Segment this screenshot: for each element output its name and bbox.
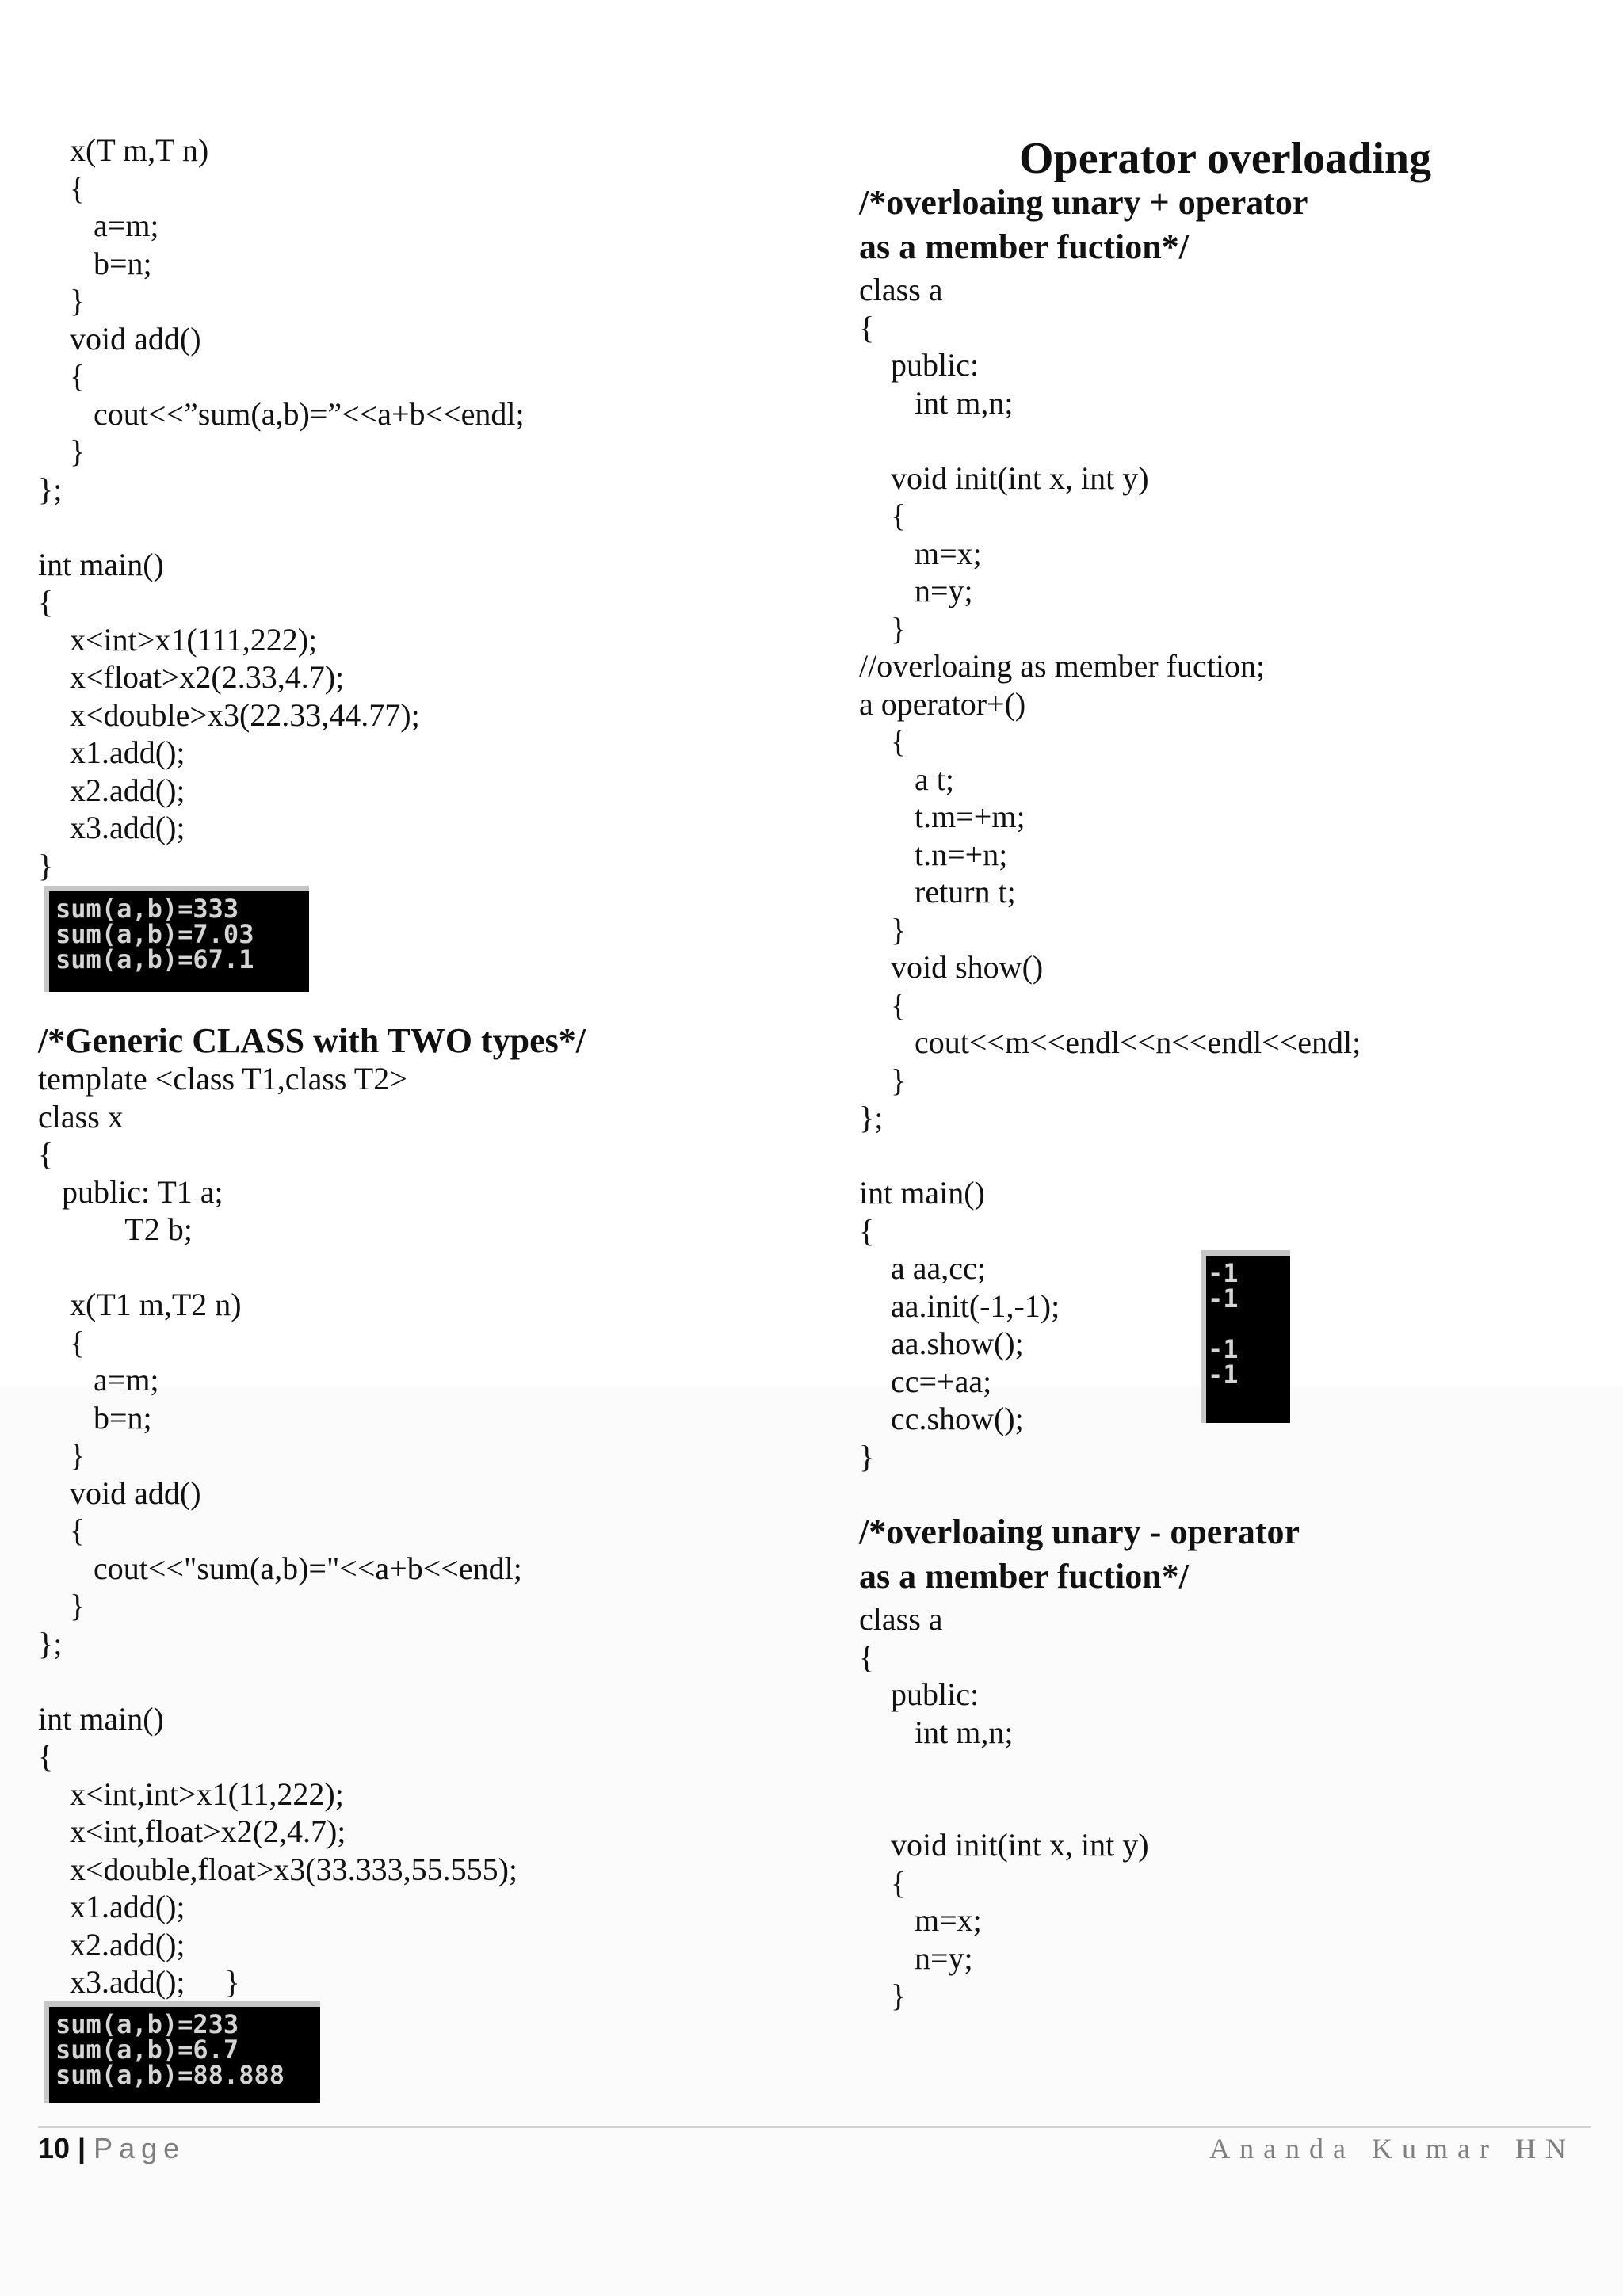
code-line: x3.add(); } bbox=[38, 1964, 240, 2000]
code-line: b=n; bbox=[38, 245, 152, 281]
code-line: }; bbox=[859, 1100, 884, 1135]
page-separator: | bbox=[70, 2132, 94, 2164]
code-line: } bbox=[38, 847, 54, 883]
code-line: { bbox=[859, 1212, 875, 1249]
code-line: cc=+aa; bbox=[859, 1363, 992, 1399]
code-line: b=n; bbox=[38, 1399, 152, 1436]
code-line: { bbox=[859, 1638, 875, 1675]
section-heading-line: /*overloaing unary - operator bbox=[859, 1512, 1300, 1551]
code-line: a=m; bbox=[38, 208, 159, 243]
code-line: { bbox=[38, 584, 54, 620]
page-number: 10 bbox=[38, 2132, 71, 2164]
code-line: x(T m,T n) bbox=[38, 132, 209, 168]
code-line: { bbox=[38, 1512, 86, 1548]
code-line: cout<<”sum(a,b)=”<<a+b<<endl; bbox=[38, 395, 525, 432]
console-line: sum(a,b)=6.7 bbox=[55, 2035, 239, 2065]
code-line: cout<<m<<endl<<n<<endl<<endl; bbox=[859, 1024, 1361, 1060]
code-line: class a bbox=[859, 272, 943, 307]
code-line: x<float>x2(2.33,4.7); bbox=[38, 659, 345, 695]
code-line: }; bbox=[38, 471, 63, 507]
page-label: Page bbox=[94, 2132, 186, 2164]
code-line: n=y; bbox=[859, 573, 973, 608]
code-line: return t; bbox=[859, 874, 1016, 910]
page-title: Operator overloading bbox=[1019, 134, 1432, 183]
code-line: int main() bbox=[38, 1700, 164, 1737]
code-line: } bbox=[859, 1062, 907, 1098]
console-line: sum(a,b)=88.888 bbox=[55, 2060, 285, 2090]
section-heading-line: as a member fuction*/ bbox=[859, 1557, 1189, 1596]
code-line: { bbox=[38, 358, 86, 394]
code-line: int main() bbox=[38, 546, 164, 582]
code-line: { bbox=[38, 1136, 54, 1172]
console-line bbox=[1208, 1311, 1290, 1337]
code-line: x3.add(); bbox=[38, 810, 185, 845]
code-line: { bbox=[859, 309, 875, 345]
console-output-3 bbox=[1201, 1250, 1290, 1423]
code-line: x<int>x1(111,222); bbox=[38, 621, 318, 658]
code-line: x<double,float>x3(33.333,55.555); bbox=[38, 1851, 518, 1887]
code-line: void init(int x, int y) bbox=[859, 1827, 1149, 1863]
code-line: template <class T1,class T2> bbox=[38, 1061, 407, 1097]
code-line: { bbox=[859, 1864, 907, 1901]
code-line: int main() bbox=[859, 1175, 985, 1211]
code-line: T2 b; bbox=[38, 1211, 193, 1247]
code-line: //overloaing as member fuction; bbox=[859, 648, 1266, 684]
code-line: class x bbox=[38, 1098, 124, 1135]
console-line: -1 bbox=[1208, 1283, 1239, 1314]
code-line: { bbox=[859, 498, 907, 533]
code-line: x2.add(); bbox=[38, 1926, 185, 1962]
console-line: -1 bbox=[1208, 1360, 1239, 1390]
footer-divider bbox=[38, 2126, 1591, 2128]
code-line: } bbox=[859, 610, 907, 646]
code-line: aa.show(); bbox=[859, 1325, 1024, 1361]
footer-author: Ananda Kumar HN bbox=[1209, 2133, 1575, 2164]
code-line: m=x; bbox=[859, 1902, 982, 1938]
code-line: }; bbox=[38, 1625, 63, 1661]
code-line: void add() bbox=[38, 320, 201, 357]
code-line: t.m=+m; bbox=[859, 799, 1025, 834]
code-line: int m,n; bbox=[859, 1714, 1014, 1750]
code-line: } bbox=[859, 1978, 907, 2013]
code-line: public: bbox=[859, 1676, 980, 1712]
code-line: { bbox=[859, 723, 907, 759]
footer-page-info bbox=[38, 2130, 185, 2168]
console-output-1 bbox=[44, 886, 309, 992]
console-line: sum(a,b)=7.03 bbox=[55, 919, 254, 949]
code-line: class a bbox=[859, 1601, 943, 1637]
code-line: { bbox=[859, 986, 907, 1023]
code-line: { bbox=[38, 1738, 54, 1774]
code-line: } bbox=[38, 433, 86, 469]
console-line: sum(a,b)=67.1 bbox=[55, 944, 254, 974]
code-line: public: bbox=[859, 347, 980, 383]
code-line: x<int,int>x1(11,222); bbox=[38, 1775, 344, 1812]
code-line: void show() bbox=[859, 949, 1044, 985]
code-line: aa.init(-1,-1); bbox=[859, 1287, 1060, 1324]
code-line: a=m; bbox=[38, 1362, 159, 1398]
code-line: int m,n; bbox=[859, 384, 1014, 421]
code-line: a aa,cc; bbox=[859, 1250, 986, 1286]
code-line: } bbox=[38, 1437, 86, 1473]
code-line: x1.add(); bbox=[38, 1889, 185, 1924]
section-heading-line: as a member fuction*/ bbox=[859, 227, 1189, 266]
code-line: void add() bbox=[38, 1474, 201, 1511]
console-line: -1 bbox=[1208, 1334, 1239, 1364]
code-line: a operator+() bbox=[859, 685, 1026, 722]
code-line: } bbox=[859, 1438, 875, 1474]
code-line: a t; bbox=[859, 761, 954, 797]
console-line: sum(a,b)=233 bbox=[55, 2009, 239, 2039]
section-heading-line: /*overloaing unary + operator bbox=[859, 183, 1308, 222]
code-line: public: T1 a; bbox=[38, 1173, 223, 1210]
code-line: cout<<"sum(a,b)="<<a+b<<endl; bbox=[38, 1550, 522, 1586]
code-line: cc.show(); bbox=[859, 1401, 1024, 1436]
console-line: -1 bbox=[1208, 1258, 1239, 1288]
code-line: } bbox=[859, 911, 907, 948]
section-heading-generic-class: /*Generic CLASS with TWO types*/ bbox=[38, 1021, 586, 1060]
console-output-2 bbox=[44, 2001, 320, 2103]
code-line: n=y; bbox=[859, 1939, 973, 1976]
code-line: t.n=+n; bbox=[859, 836, 1008, 872]
code-line: x(T1 m,T2 n) bbox=[38, 1287, 242, 1322]
code-line: } bbox=[38, 1588, 86, 1623]
code-line: { bbox=[38, 1324, 86, 1360]
code-line: x1.add(); bbox=[38, 734, 185, 770]
code-line: x<int,float>x2(2,4.7); bbox=[38, 1814, 346, 1849]
code-line: x<double>x3(22.33,44.77); bbox=[38, 696, 420, 733]
code-line: x2.add(); bbox=[38, 772, 185, 808]
code-line: m=x; bbox=[859, 535, 982, 571]
code-line: { bbox=[38, 170, 86, 206]
code-line: } bbox=[38, 283, 86, 318]
code-line: void init(int x, int y) bbox=[859, 460, 1149, 496]
console-line: sum(a,b)=333 bbox=[55, 894, 239, 924]
